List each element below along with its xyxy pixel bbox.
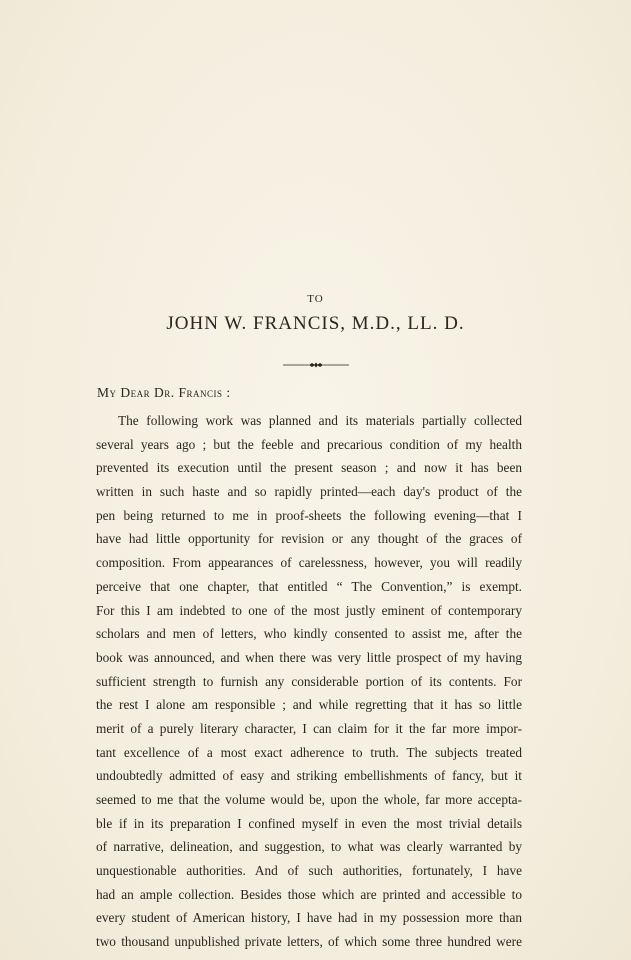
text-line: prevented its execution until the present season ; and now it has been [96, 460, 522, 476]
text-line: perceive that one chapter, that entitled “ The Convention,” is exempt. [96, 578, 522, 594]
text-line: of narrative, delineation, and suggestion, to what was clearly warranted by [96, 839, 522, 855]
text-line: composition. From appearances of carelessness, however, you will readily [96, 555, 522, 571]
text-line: several years ago ; but the feeble and precarious condition of my health [96, 436, 522, 452]
text-line: merit of a purely literary character, I can claim for it the far more impor- [96, 720, 522, 736]
text-line: For this I am indebted to one of the most justly eminent of contemporary [96, 602, 522, 618]
text-line: had an ample collection. Besides those which are printed and accessible to [96, 886, 522, 902]
dedication-to: TO [307, 293, 324, 305]
text-line: seemed to me that the volume would be, upon the whole, far more accepta- [96, 792, 522, 807]
text-line: ble if in its preparation I confined myself in even the most trivial details [96, 815, 522, 831]
ornamental-rule-icon [283, 361, 349, 369]
text-line: book was announced, and when there was very little prospect of my having [96, 649, 522, 665]
letter-body [96, 409, 522, 954]
text-line: the rest I alone am responsible ; and while regretting that it has so little [96, 697, 522, 713]
text-line: every student of American history, I have had in my possession more than [96, 910, 522, 926]
text-line: have had little opportunity for revision or any thought of the graces of [96, 531, 522, 547]
text-line: two thousand unpublished private letters, of which some three hundred were [96, 934, 522, 950]
text-line: written in such haste and so rapidly printed—each day's product of the [96, 484, 522, 500]
text-line: sufficient strength to furnish any considerable portion of its contents. For [96, 673, 522, 689]
text-line: tant excellence of a most exact adherence to truth. The subjects treated [96, 744, 522, 760]
text-line: unquestionable authorities. And of such authorities, fortunately, I have [96, 863, 522, 879]
text-line: scholars and men of letters, who kindly consented to assist me, after the [96, 626, 522, 642]
letter-salutation: My Dear Dr. Francis : [97, 385, 231, 400]
text-line: The following work was planned and its materials partially collected [118, 413, 522, 428]
dedicatee-name: JOHN W. FRANCIS, M.D., LL. D. [166, 313, 465, 334]
text-line: undoubtedly admitted of easy and striking embellishments of fancy, but it [96, 768, 522, 784]
text-line: pen being returned to me in proof-sheets the following evening—that I [96, 507, 522, 523]
